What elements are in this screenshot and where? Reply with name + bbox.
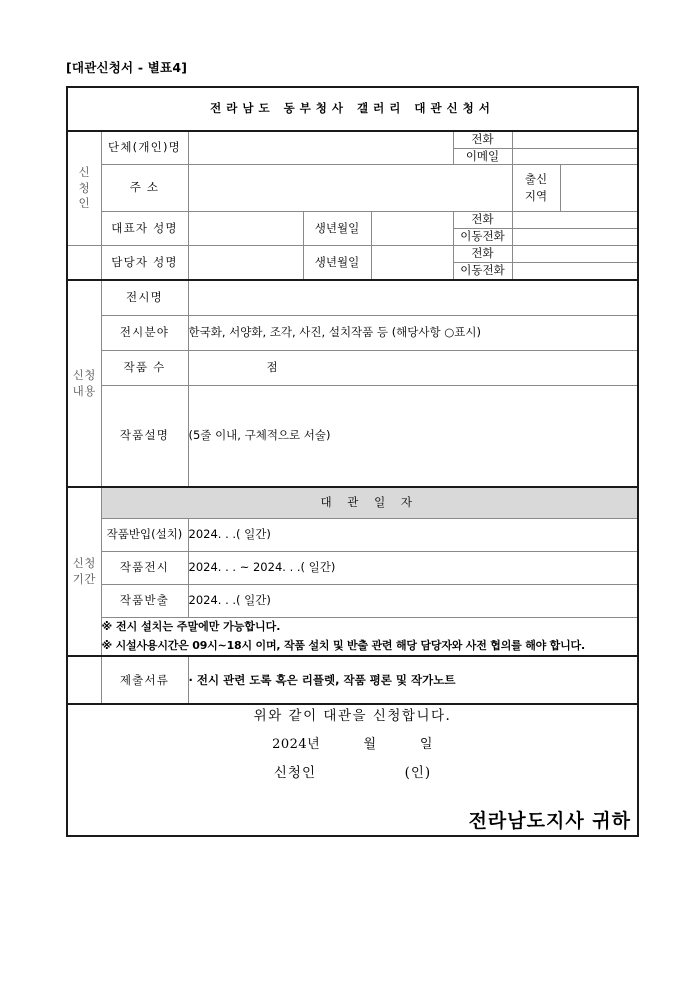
origin-region-label-line1: 출신 — [524, 171, 548, 186]
period-section-header: 대 관 일 자 — [101, 487, 638, 519]
staff-name-label: 담당자 성명 — [101, 246, 188, 281]
section-label-applicant-char-0: 신 — [78, 165, 91, 180]
move-out-label: 작품반출 — [101, 585, 188, 618]
documents-value: · 전시 관련 도록 혹은 리플렛, 작품 평론 및 작가노트 — [188, 656, 638, 704]
staff-mobile-label: 이동전화 — [453, 263, 512, 281]
section-label-period — [67, 487, 101, 656]
footer-date — [68, 736, 637, 754]
staff-phone-label: 전화 — [453, 246, 512, 263]
footer-year: 2024년 — [272, 736, 321, 752]
staff-birth-label: 생년월일 — [303, 246, 371, 281]
exhibition-name-field[interactable] — [188, 280, 638, 316]
org-phone-label: 전화 — [453, 131, 512, 148]
table-row-documents — [67, 656, 638, 704]
origin-region-label-line2: 지역 — [524, 189, 548, 204]
table-row-exhibit — [67, 552, 638, 585]
period-note-1: ※ 시설사용시간은 09시~18시 이며, 작품 설치 및 반출 관련 해당 담당자와 사전 협의를 해야 합니다. — [101, 638, 585, 652]
origin-region-label — [512, 165, 560, 212]
footer-signature-line — [68, 764, 637, 782]
origin-region-field[interactable] — [560, 165, 638, 212]
table-row-move-in — [67, 519, 638, 552]
footer-month: 월 — [363, 736, 377, 752]
rep-phone-field[interactable] — [512, 212, 638, 229]
section-label-period-line2: 기간 — [72, 571, 96, 586]
table-row-representative — [67, 212, 638, 229]
table-row-org-name — [67, 131, 638, 148]
works-count-label: 작품 수 — [101, 351, 188, 386]
documents-side-spacer — [67, 656, 101, 704]
address-field[interactable] — [188, 165, 512, 212]
works-count-value[interactable]: 점 — [188, 351, 638, 386]
move-out-value[interactable]: 2024. . .( 일간) — [188, 585, 638, 618]
works-description-label: 작품설명 — [101, 386, 188, 488]
org-email-label: 이메일 — [453, 148, 512, 165]
section-label-applicant — [67, 131, 101, 246]
footer-block — [67, 704, 638, 836]
table-row-period-notes — [67, 618, 638, 657]
org-email-field[interactable] — [512, 148, 638, 165]
move-in-value[interactable]: 2024. . .( 일간) — [188, 519, 638, 552]
org-name-label: 단체(개인)명 — [101, 131, 188, 165]
staff-phone-field[interactable] — [512, 246, 638, 263]
table-row-period-header — [67, 487, 638, 519]
section-label-content — [67, 280, 101, 487]
org-name-field[interactable] — [188, 131, 453, 165]
documents-label: 제출서류 — [101, 656, 188, 704]
move-in-label: 작품반입(설치) — [101, 519, 188, 552]
document-tag: [대관신청서 - 별표4] — [66, 60, 188, 75]
rental-application-form — [66, 86, 639, 837]
period-note-0: ※ 전시 설치는 주말에만 가능합니다. — [101, 620, 281, 634]
footer-addressee: 전라남도지사 귀하 — [468, 809, 632, 832]
table-row-staff — [67, 246, 638, 263]
table-row-address — [67, 165, 638, 212]
table-row-exhibition-field — [67, 316, 638, 351]
table-row-exhibition-name — [67, 280, 638, 316]
exhibit-value[interactable]: 2024. . . ~ 2024. . .( 일간) — [188, 552, 638, 585]
exhibition-name-label: 전시명 — [101, 280, 188, 316]
title-row — [67, 87, 638, 131]
rep-phone-label: 전화 — [453, 212, 512, 229]
staff-name-field[interactable] — [188, 246, 303, 281]
period-notes — [101, 618, 638, 657]
footer-applicant-label: 신청인 — [273, 765, 316, 782]
rep-birth-field[interactable] — [371, 212, 453, 246]
section-label-applicant-spacer — [67, 246, 101, 281]
exhibition-field-value[interactable]: 한국화, 서양화, 조각, 사진, 설치작품 등 (해당사항 ○표시) — [188, 316, 638, 351]
table-row-footer — [67, 704, 638, 836]
table-row-works-count — [67, 351, 638, 386]
table-row-works-description — [67, 386, 638, 488]
section-label-period-line1: 신청 — [72, 556, 96, 571]
footer-seal-label: (인) — [404, 765, 432, 782]
rep-birth-label: 생년월일 — [303, 212, 371, 246]
footer-statement: 위와 같이 대관을 신청합니다. — [253, 707, 452, 724]
org-phone-field[interactable] — [512, 131, 638, 148]
rep-name-field[interactable] — [188, 212, 303, 246]
footer-day: 일 — [419, 736, 433, 752]
page-title: 전라남도 동부청사 갤러리 대관신청서 — [67, 87, 638, 131]
exhibition-field-label: 전시분야 — [101, 316, 188, 351]
staff-mobile-field[interactable] — [512, 263, 638, 281]
section-label-applicant-char-2: 인 — [78, 196, 91, 211]
table-row-move-out — [67, 585, 638, 618]
rep-mobile-field[interactable] — [512, 229, 638, 246]
rep-mobile-label: 이동전화 — [453, 229, 512, 246]
rep-name-label: 대표자 성명 — [101, 212, 188, 246]
staff-birth-field[interactable] — [371, 246, 453, 281]
section-label-applicant-char-1: 청 — [78, 180, 91, 195]
section-label-content-line2: 내용 — [72, 383, 96, 398]
section-label-content-line1: 신청 — [72, 368, 96, 383]
works-description-value[interactable]: (5줄 이내, 구체적으로 서술) — [188, 386, 638, 488]
exhibit-label: 작품전시 — [101, 552, 188, 585]
address-label: 주 소 — [101, 165, 188, 212]
